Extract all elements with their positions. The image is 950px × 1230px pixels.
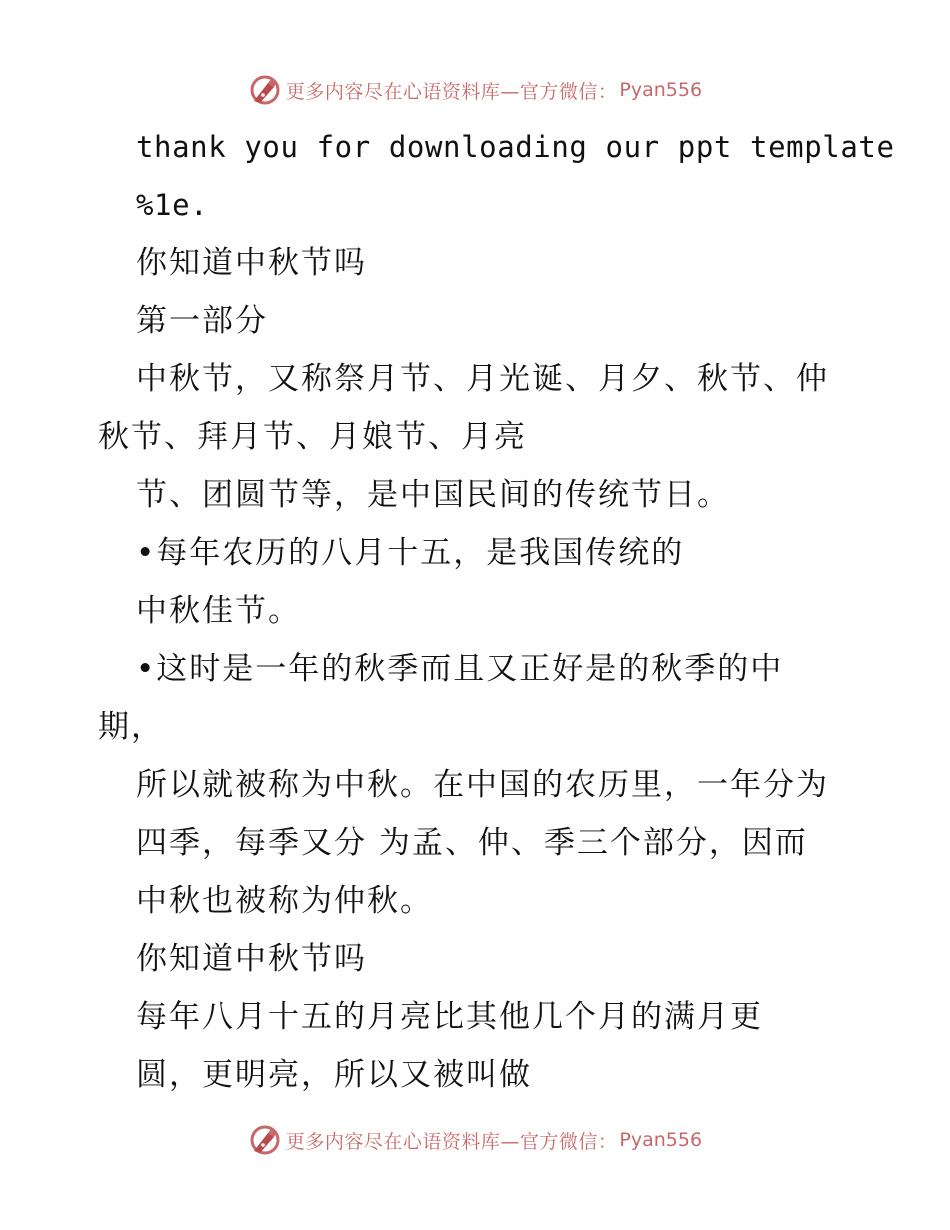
- watermark-text: 更多内容尽在心语资料库—官方微信：: [285, 80, 618, 103]
- text-line: thank you for downloading our ppt template: [136, 130, 895, 164]
- text-line: 四季，每季又分 为孟、仲、季三个部分，因而: [136, 825, 808, 861]
- watermark-text: 更多内容尽在心语资料库—官方微信：: [285, 1130, 618, 1153]
- text-line: 中秋节，又称祭月节、月光诞、月夕、秋节、仲: [136, 361, 829, 397]
- text-line: 第一部分: [136, 303, 268, 339]
- text-line: 所以就被称为中秋。在中国的农历里，一年分为: [136, 767, 829, 803]
- text-line: 每年八月十五的月亮比其他几个月的满月更: [136, 999, 763, 1035]
- pen-nib-logo-icon: [248, 1123, 282, 1157]
- text-line: 期，: [98, 709, 164, 745]
- text-line: 中秋佳节。: [136, 593, 301, 629]
- text-line: •每年农历的八月十五，是我国传统的: [136, 535, 685, 571]
- text-line: %1e.: [136, 188, 209, 222]
- text-line: 你知道中秋节吗: [136, 941, 367, 977]
- watermark-handle: Pyan556: [619, 1129, 703, 1151]
- text-line: 秋节、拜月节、月娘节、月亮: [98, 419, 527, 455]
- watermark-handle: Pyan556: [619, 79, 703, 101]
- footer-watermark: [0, 1120, 950, 1160]
- text-line: 中秋也被称为仲秋。: [136, 883, 433, 919]
- header-watermark: [0, 70, 950, 110]
- text-line: 你知道中秋节吗: [136, 245, 367, 281]
- text-line: •这时是一年的秋季而且又正好是的秋季的中: [136, 651, 784, 687]
- pen-nib-logo-icon: [248, 73, 282, 107]
- text-line: 节、团圆节等，是中国民间的传统节日。: [136, 477, 730, 513]
- text-line: 圆，更明亮，所以又被叫做: [136, 1057, 532, 1093]
